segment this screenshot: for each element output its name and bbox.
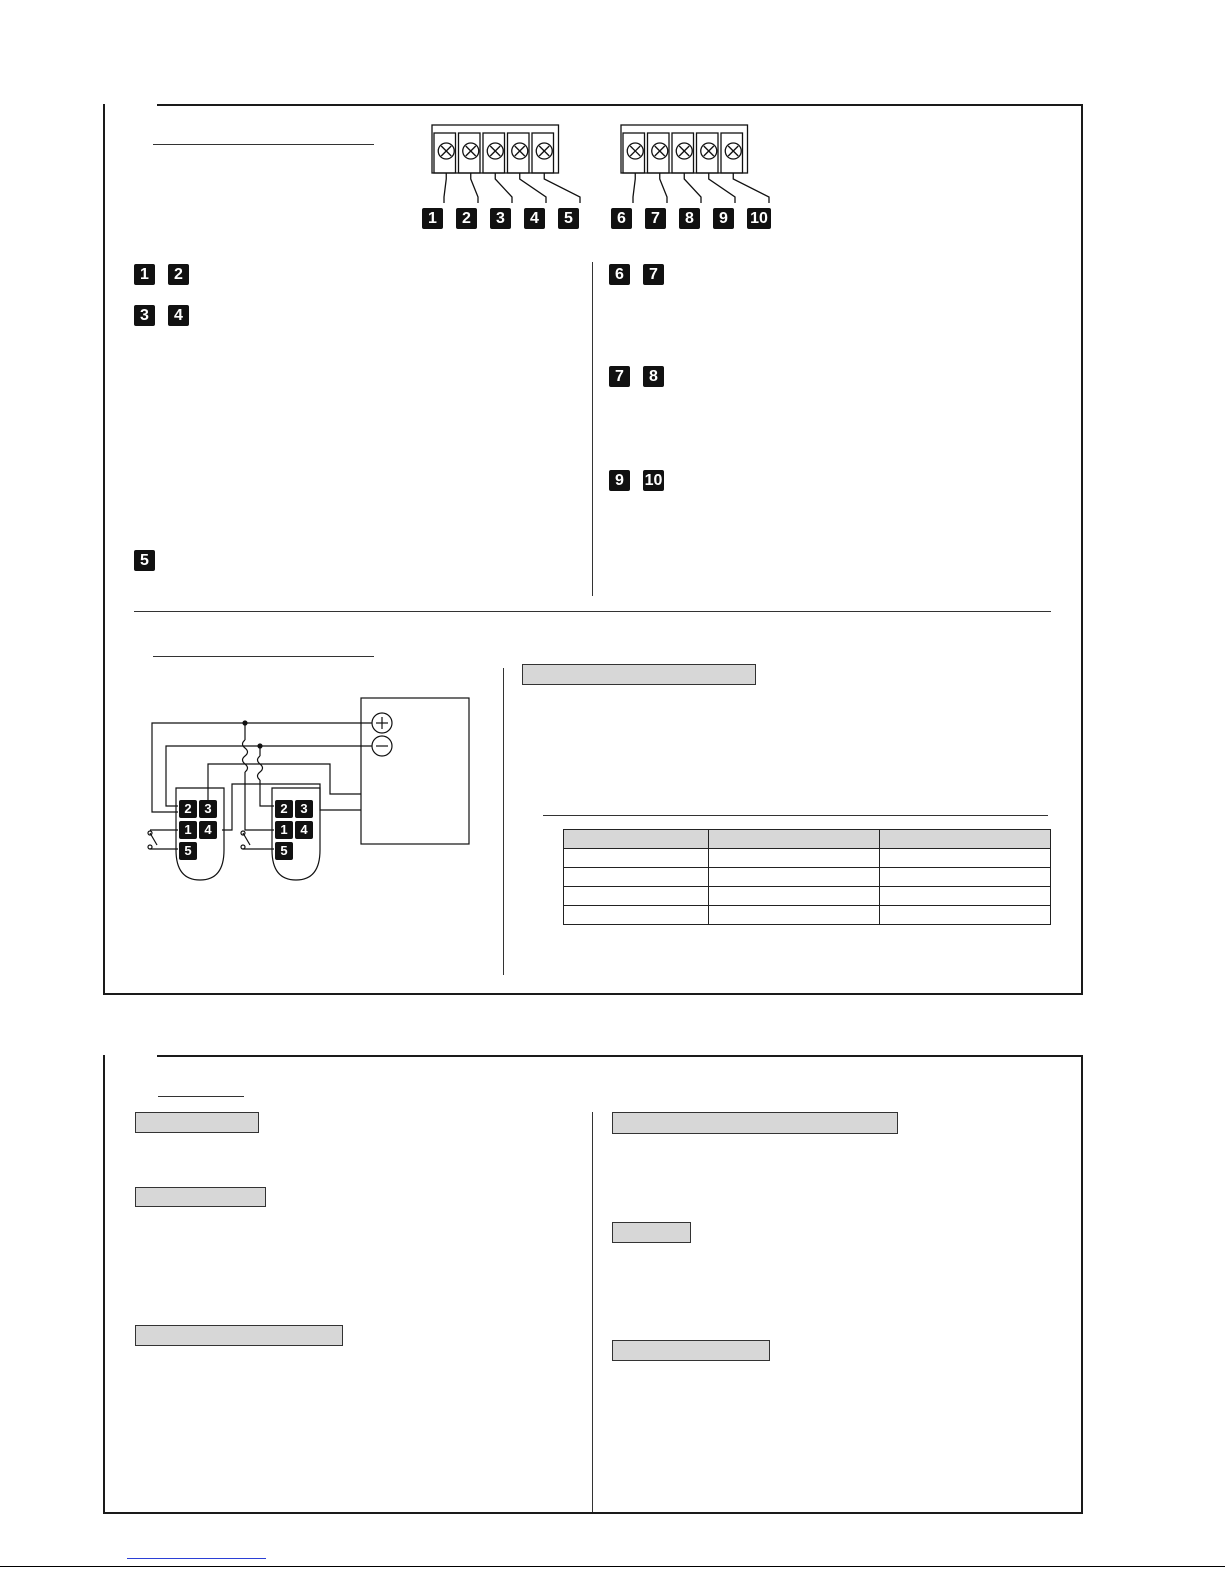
device-a-terminal-3: 3 (199, 800, 217, 818)
section-separator (134, 611, 1051, 612)
footer-rule (0, 1566, 1225, 1567)
terminal-number-badge: 4 (524, 208, 545, 229)
label-box-4 (612, 1112, 898, 1134)
device-a-terminal-1: 1 (179, 821, 197, 839)
terminal-number-badge: 3 (490, 208, 511, 229)
terminal-number-badge: 7 (645, 208, 666, 229)
terminal-block-right (621, 125, 769, 203)
label-box-2 (135, 1187, 266, 1207)
device-a-terminal-4: 4 (199, 821, 217, 839)
device-b-terminal-1: 1 (275, 821, 293, 839)
terminal-number-badge: 1 (422, 208, 443, 229)
table-row (564, 887, 1051, 906)
terminal-badge-2: 2 (168, 264, 189, 285)
terminal-badge-7: 7 (643, 264, 664, 285)
label-box-1 (135, 1112, 259, 1133)
wiring-diagram (140, 690, 480, 890)
table-row (564, 868, 1051, 887)
features-panel-top-rule (157, 1055, 1081, 1057)
wiring-heading-rule (153, 656, 374, 657)
terminal-number-badge: 10 (747, 208, 771, 229)
device-b-terminal-3: 3 (295, 800, 313, 818)
device-b-terminal-5: 5 (275, 842, 293, 860)
terminal-badge-6: 6 (609, 264, 630, 285)
terminal-badge-5: 5 (134, 550, 155, 571)
terminal-number-badge: 6 (611, 208, 632, 229)
terminal-badge-3: 3 (134, 305, 155, 326)
spec-table (563, 829, 1051, 925)
section-heading-rule (153, 144, 374, 145)
device-b-terminal-4: 4 (295, 821, 313, 839)
device-b-terminal-2: 2 (275, 800, 293, 818)
label-box-3 (135, 1325, 343, 1346)
label-box-wiring (522, 664, 756, 685)
features-column-divider (592, 1112, 593, 1512)
power-supply-box (361, 698, 469, 844)
terminal-panel-top-rule (157, 104, 1081, 106)
terminal-block-left (432, 125, 580, 203)
terminal-badge-1: 1 (134, 264, 155, 285)
column-divider (592, 262, 593, 596)
table-row (564, 906, 1051, 925)
label-box-5 (612, 1222, 691, 1243)
terminal-badge-7b: 7 (609, 366, 630, 387)
terminal-badge-10: 10 (644, 472, 663, 489)
terminal-number-badge: 5 (558, 208, 579, 229)
label-box-6 (612, 1340, 770, 1361)
terminal-badge-4: 4 (168, 305, 189, 326)
footer-link-underline[interactable] (127, 1558, 266, 1559)
terminal-number-badge: 8 (679, 208, 700, 229)
spec-table-header-row (564, 830, 1051, 849)
terminal-badge-8: 8 (643, 366, 664, 387)
features-heading-rule (158, 1096, 244, 1097)
device-a-terminal-5: 5 (179, 842, 197, 860)
terminal-number-badge: 9 (713, 208, 734, 229)
device-a-terminal-2: 2 (179, 800, 197, 818)
table-row (564, 849, 1051, 868)
wiring-column-divider (503, 668, 504, 975)
terminal-badge-9: 9 (609, 470, 630, 491)
terminal-number-badge: 2 (456, 208, 477, 229)
table-heading-rule (543, 815, 1048, 816)
